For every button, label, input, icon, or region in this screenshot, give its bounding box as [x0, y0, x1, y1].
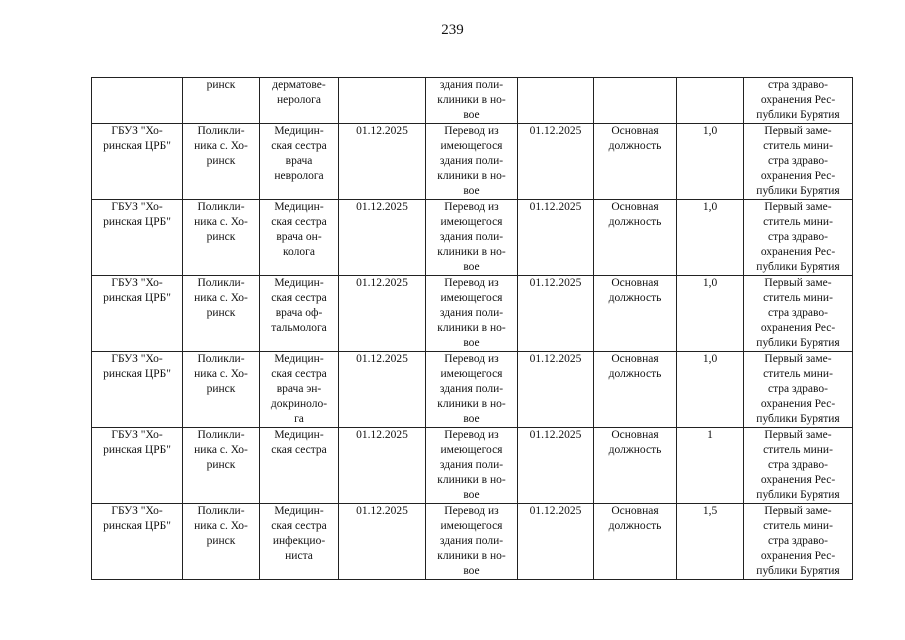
cell-position-type: Основная должность	[594, 124, 677, 200]
cell-date-start: 01.12.2025	[339, 276, 426, 352]
table-row	[92, 352, 853, 428]
cell-reason: Перевод из имеющегося здания поли- клиники в но- вое	[426, 276, 518, 352]
cell-rate: 1,0	[677, 352, 744, 428]
cell-approver: стра здраво- охранения Рес- публики Бурятия	[744, 78, 853, 124]
cell-date-effective	[518, 78, 594, 124]
table-row	[92, 276, 853, 352]
cell-position: Медицин- ская сестра врача эн- докриноло- га	[260, 352, 339, 428]
cell-rate: 1	[677, 428, 744, 504]
cell-rate: 1,5	[677, 504, 744, 580]
cell-position: Медицин- ская сестра	[260, 428, 339, 504]
cell-reason: Перевод из имеющегося здания поли- клиники в но- вое	[426, 504, 518, 580]
cell-org: ГБУЗ "Хо- ринская ЦРБ"	[92, 504, 183, 580]
cell-date-start: 01.12.2025	[339, 352, 426, 428]
cell-date-start: 01.12.2025	[339, 200, 426, 276]
cell-unit: Поликли- ника с. Хо- ринск	[183, 352, 260, 428]
cell-approver: Первый заме- ститель мини- стра здраво- охранения Рес- публики Бурятия	[744, 352, 853, 428]
cell-position-type: Основная должность	[594, 276, 677, 352]
cell-approver: Первый заме- ститель мини- стра здраво- охранения Рес- публики Бурятия	[744, 124, 853, 200]
cell-date-start: 01.12.2025	[339, 504, 426, 580]
cell-position: Медицин- ская сестра врача невролога	[260, 124, 339, 200]
cell-date-effective: 01.12.2025	[518, 276, 594, 352]
cell-unit: Поликли- ника с. Хо- ринск	[183, 504, 260, 580]
cell-position-type	[594, 78, 677, 124]
cell-approver: Первый заме- ститель мини- стра здраво- охранения Рес- публики Бурятия	[744, 200, 853, 276]
cell-rate: 1,0	[677, 276, 744, 352]
staffing-table	[91, 77, 853, 580]
cell-unit: Поликли- ника с. Хо- ринск	[183, 124, 260, 200]
cell-org: ГБУЗ "Хо- ринская ЦРБ"	[92, 124, 183, 200]
table-row	[92, 504, 853, 580]
cell-position: дерматове- неролога	[260, 78, 339, 124]
cell-unit: ринск	[183, 78, 260, 124]
cell-position: Медицин- ская сестра врача оф- тальмолога	[260, 276, 339, 352]
cell-rate: 1,0	[677, 124, 744, 200]
cell-approver: Первый заме- ститель мини- стра здраво- охранения Рес- публики Бурятия	[744, 504, 853, 580]
cell-approver: Первый заме- ститель мини- стра здраво- охранения Рес- публики Бурятия	[744, 428, 853, 504]
table-row	[92, 200, 853, 276]
cell-reason: Перевод из имеющегося здания поли- клиники в но- вое	[426, 124, 518, 200]
table-row	[92, 124, 853, 200]
cell-reason: Перевод из имеющегося здания поли- клиники в но- вое	[426, 200, 518, 276]
cell-reason: Перевод из имеющегося здания поли- клиники в но- вое	[426, 428, 518, 504]
cell-position: Медицин- ская сестра инфекцио- ниста	[260, 504, 339, 580]
page-number: 239	[441, 22, 464, 38]
cell-date-effective: 01.12.2025	[518, 428, 594, 504]
cell-date-start: 01.12.2025	[339, 428, 426, 504]
cell-rate: 1,0	[677, 200, 744, 276]
cell-date-start: 01.12.2025	[339, 124, 426, 200]
cell-unit: Поликли- ника с. Хо- ринск	[183, 428, 260, 504]
cell-org: ГБУЗ "Хо- ринская ЦРБ"	[92, 200, 183, 276]
table-row	[92, 428, 853, 504]
cell-org: ГБУЗ "Хо- ринская ЦРБ"	[92, 276, 183, 352]
table-row-continued	[92, 78, 853, 124]
cell-position-type: Основная должность	[594, 352, 677, 428]
cell-date-effective: 01.12.2025	[518, 124, 594, 200]
cell-position-type: Основная должность	[594, 200, 677, 276]
cell-org	[92, 78, 183, 124]
cell-date-start	[339, 78, 426, 124]
cell-position-type: Основная должность	[594, 504, 677, 580]
cell-position: Медицин- ская сестра врача он- колога	[260, 200, 339, 276]
cell-date-effective: 01.12.2025	[518, 504, 594, 580]
cell-rate	[677, 78, 744, 124]
cell-reason: Перевод из имеющегося здания поли- клиники в но- вое	[426, 352, 518, 428]
cell-approver: Первый заме- ститель мини- стра здраво- охранения Рес- публики Бурятия	[744, 276, 853, 352]
cell-date-effective: 01.12.2025	[518, 352, 594, 428]
cell-unit: Поликли- ника с. Хо- ринск	[183, 200, 260, 276]
cell-unit: Поликли- ника с. Хо- ринск	[183, 276, 260, 352]
cell-date-effective: 01.12.2025	[518, 200, 594, 276]
cell-org: ГБУЗ "Хо- ринская ЦРБ"	[92, 428, 183, 504]
cell-position-type: Основная должность	[594, 428, 677, 504]
cell-org: ГБУЗ "Хо- ринская ЦРБ"	[92, 352, 183, 428]
cell-reason: здания поли- клиники в но- вое	[426, 78, 518, 124]
